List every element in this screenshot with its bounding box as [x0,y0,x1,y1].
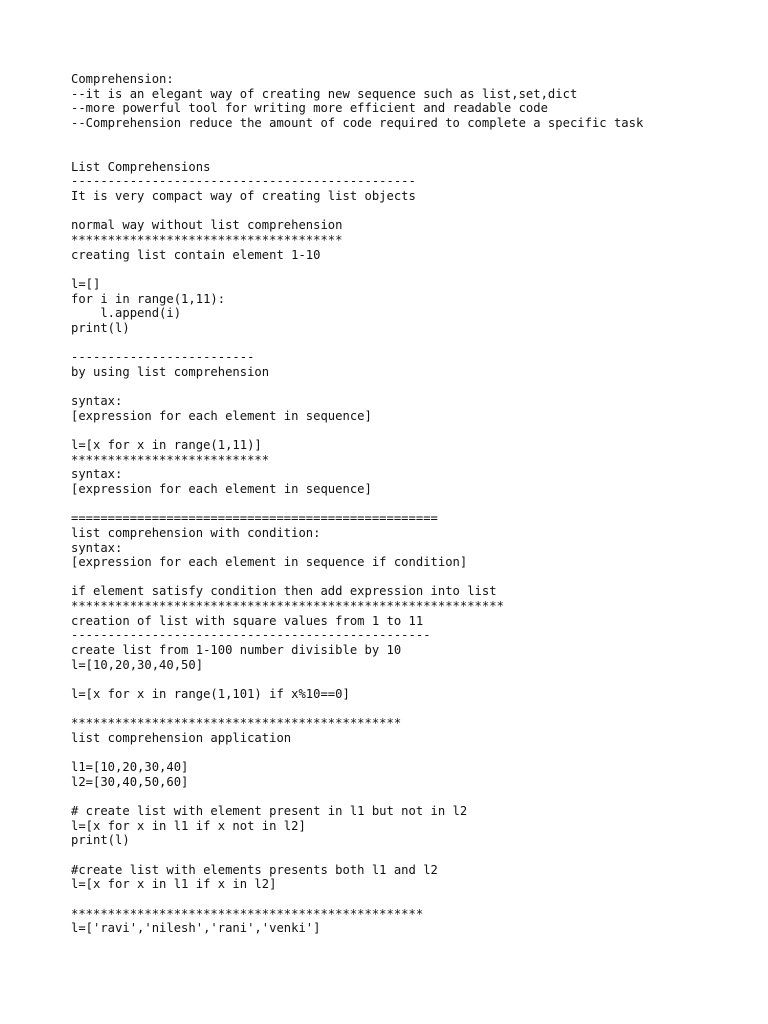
doc-line: normal way without list comprehension [71,218,343,233]
doc-line: syntax: [71,394,123,409]
doc-line: ------------------------------------------------- [71,628,431,643]
doc-line [71,745,751,760]
doc-line: l=[x for x in l1 if x not in l2] [71,818,306,833]
doc-line: *************************** [71,452,270,467]
doc-line [71,262,751,277]
doc-line: #create list with elements presents both l1 and l2 [71,862,438,877]
doc-line: --it is an elegant way of creating new sequence such as list,set,dict [71,86,578,101]
doc-line [71,145,751,160]
doc-line: l=[10,20,30,40,50] [71,657,204,672]
doc-line: syntax: [71,540,123,555]
doc-line: print(l) [71,320,130,335]
doc-line: syntax: [71,467,123,482]
doc-line: List Comprehensions [71,159,211,174]
doc-line: --more powerful tool for writing more efficient and readable code [71,101,548,116]
doc-line [71,379,751,394]
doc-line [71,497,751,512]
doc-line [71,423,751,438]
document-body [71,72,751,936]
doc-line: [expression for each element in sequence] [71,408,372,423]
doc-line: *********************************************************** [71,599,504,614]
doc-line: ************************************* [71,233,343,248]
doc-line: [expression for each element in sequence] [71,481,372,496]
doc-line: ************************************************ [71,906,424,921]
doc-line [71,336,751,351]
doc-line: if element satisfy condition then add expression into list [71,584,497,599]
doc-line: ********************************************* [71,716,402,731]
doc-line: create list from 1-100 number divisible by 10 [71,642,402,657]
doc-line [71,702,751,717]
doc-line [71,848,751,863]
doc-line: # create list with element present in l1 but not in l2 [71,804,468,819]
doc-line: print(l) [71,833,130,848]
doc-line [71,204,751,219]
doc-line: It is very compact way of creating list objects [71,189,416,204]
doc-line: creation of list with square values from 1 to 11 [71,613,424,628]
doc-line: l2=[30,40,50,60] [71,774,189,789]
doc-line: l=['ravi','nilesh','rani','venki'] [71,921,321,936]
doc-line: list comprehension with condition: [71,525,321,540]
doc-line [71,131,751,146]
doc-line [71,892,751,907]
doc-line [71,672,751,687]
doc-line: by using list comprehension [71,364,270,379]
doc-line: --Comprehension reduce the amount of code required to complete a specific task [71,115,644,130]
doc-line: l=[] [71,276,101,291]
doc-line: l=[x for x in range(1,11)] [71,438,262,453]
doc-line: for i in range(1,11): [71,291,226,306]
doc-line: Comprehension: [71,72,174,86]
doc-line [71,570,751,585]
doc-line: l=[x for x in range(1,101) if x%10==0] [71,686,350,701]
doc-line: list comprehension application [71,730,292,745]
doc-line [71,789,751,804]
doc-line: l=[x for x in l1 if x in l2] [71,877,277,892]
doc-line: ----------------------------------------------- [71,174,416,189]
doc-line: l1=[10,20,30,40] [71,760,189,775]
doc-line: creating list contain element 1-10 [71,247,321,262]
doc-line: l.append(i) [71,306,182,321]
doc-line: ================================================== [71,511,438,526]
doc-line: [expression for each element in sequence if condition] [71,555,468,570]
doc-line: ------------------------- [71,350,255,365]
